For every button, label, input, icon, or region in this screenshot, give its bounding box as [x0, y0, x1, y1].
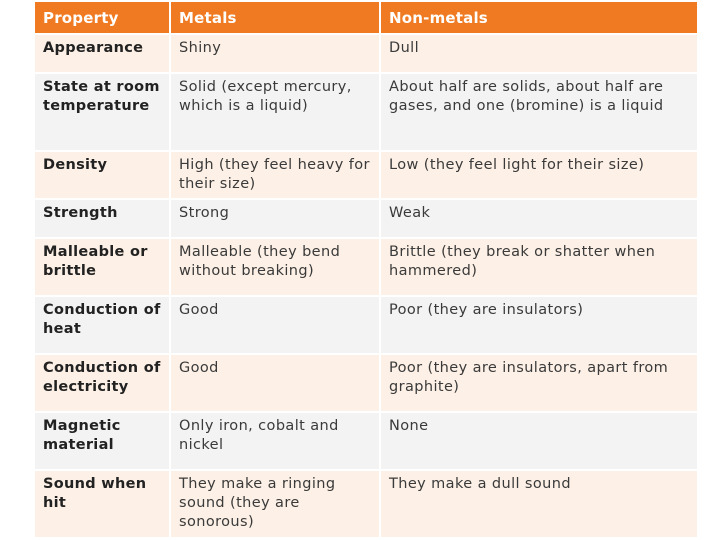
table-row — [35, 199, 697, 238]
row-metals: High (they feel heavy for their size) — [170, 151, 380, 199]
row-property: Appearance — [35, 34, 170, 73]
table-row — [35, 296, 697, 354]
row-metals: Strong — [170, 199, 380, 238]
row-non-metals: Brittle (they break or shatter when hammered) — [380, 238, 697, 296]
row-metals: Shiny — [170, 34, 380, 73]
header-row — [35, 2, 697, 34]
row-property: Conduction of heat — [35, 296, 170, 354]
row-metals: Only iron, cobalt and nickel — [170, 412, 380, 470]
table-row — [35, 34, 697, 73]
row-non-metals: They make a dull sound — [380, 470, 697, 537]
row-property: Conduction of electricity — [35, 354, 170, 412]
row-property: Magnetic material — [35, 412, 170, 470]
table-row — [35, 238, 697, 296]
row-metals: They make a ringing sound (they are sonorous) — [170, 470, 380, 537]
header-metals: Metals — [170, 2, 380, 34]
row-property: Density — [35, 151, 170, 199]
row-metals: Malleable (they bend without breaking) — [170, 238, 380, 296]
row-non-metals: None — [380, 412, 697, 470]
header-non-metals: Non-metals — [380, 2, 697, 34]
row-non-metals: Dull — [380, 34, 697, 73]
table-body — [35, 34, 697, 537]
row-metals: Good — [170, 354, 380, 412]
row-metals: Solid (except mercury, which is a liquid) — [170, 73, 380, 151]
table-row — [35, 151, 697, 199]
row-non-metals: Low (they feel light for their size) — [380, 151, 697, 199]
table-row — [35, 470, 697, 537]
row-metals: Good — [170, 296, 380, 354]
row-non-metals: Poor (they are insulators) — [380, 296, 697, 354]
table-row — [35, 354, 697, 412]
table-row — [35, 73, 697, 151]
properties-table — [35, 2, 697, 537]
row-non-metals: Poor (they are insulators, apart from graphite) — [380, 354, 697, 412]
table-row — [35, 412, 697, 470]
header-property: Property — [35, 2, 170, 34]
row-non-metals: Weak — [380, 199, 697, 238]
table-header — [35, 2, 697, 34]
row-property: Malleable or brittle — [35, 238, 170, 296]
row-property: State at room temperature — [35, 73, 170, 151]
row-property: Strength — [35, 199, 170, 238]
row-non-metals: About half are solids, about half are gases, and one (bromine) is a liquid — [380, 73, 697, 151]
row-property: Sound when hit — [35, 470, 170, 537]
